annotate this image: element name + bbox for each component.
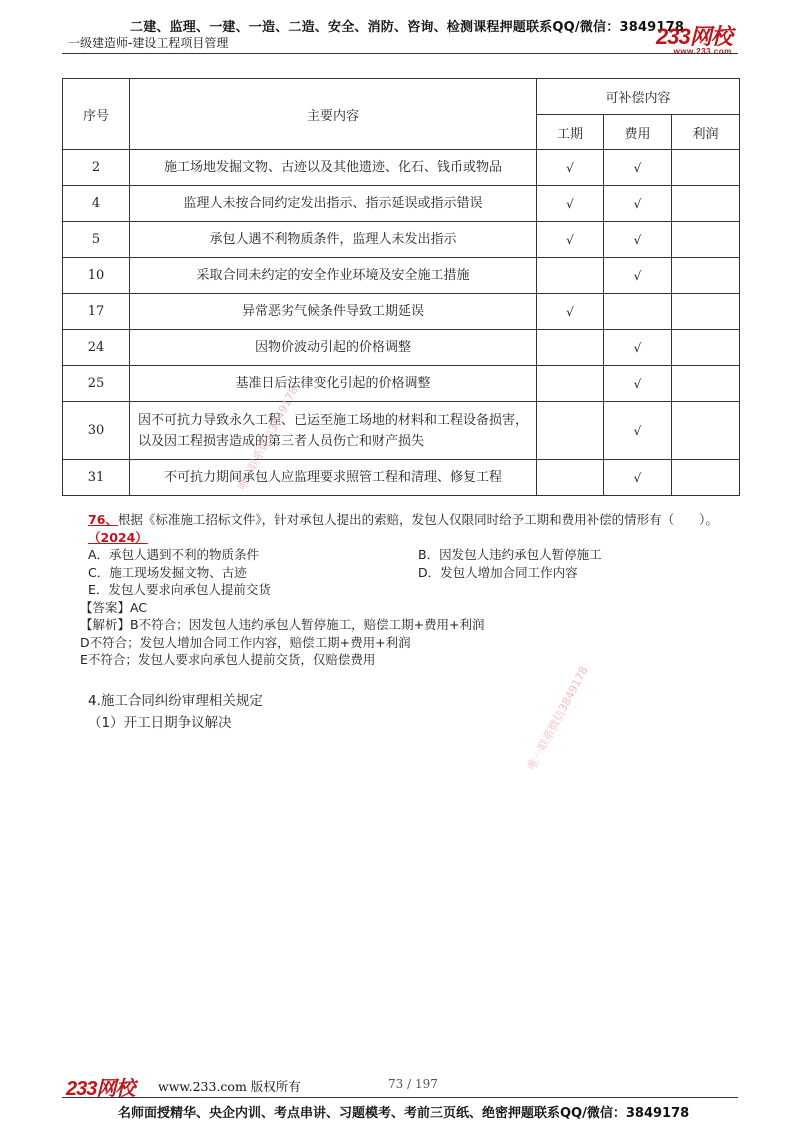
option-a: A．承包人遇到不利的物质条件 — [88, 547, 260, 562]
row-profit — [672, 186, 740, 222]
row-cost: √ — [604, 402, 672, 460]
answer-line: 【答案】AC — [80, 599, 148, 615]
row-content: 承包人遇不利物质条件，监理人未发出指示 — [130, 222, 537, 258]
row-content: 基准日后法律变化引起的价格调整 — [130, 366, 537, 402]
header-profit: 利润 — [672, 115, 740, 150]
row-content: 异常恶劣气候条件导致工期延误 — [130, 294, 537, 330]
brand-logo: 233网校 www.233.com — [656, 24, 732, 56]
header-compensation: 可补偿内容 — [537, 79, 740, 115]
question-stem — [88, 511, 738, 546]
row-no: 10 — [63, 258, 130, 294]
row-no: 5 — [63, 222, 130, 258]
watermark-text: 唯一联系微信3849178 — [525, 664, 591, 773]
row-time: √ — [537, 222, 604, 258]
row-content: 监理人未按合同约定发出指示、指示延误或指示错误 — [130, 186, 537, 222]
row-profit — [672, 402, 740, 460]
row-profit — [672, 150, 740, 186]
table-row — [63, 330, 740, 366]
table-row — [63, 402, 740, 460]
table-row — [63, 294, 740, 330]
option-b: B．因发包人违约承包人暂停施工 — [418, 547, 602, 562]
row-profit — [672, 330, 740, 366]
row-no: 4 — [63, 186, 130, 222]
option-d: D．发包人增加合同工作内容 — [418, 564, 578, 580]
question-text: 根据《标准施工招标文件》，针对承包人提出的索赔，发包人仅限同时给予工期和费用补偿的情形有（ ）。 — [117, 512, 718, 527]
row-no: 17 — [63, 294, 130, 330]
row-time: √ — [537, 186, 604, 222]
row-content: 不可抗力期间承包人应监理要求照管工程和清理、修复工程 — [130, 460, 537, 496]
header-content: 主要内容 — [130, 79, 537, 150]
row-cost: √ — [604, 460, 672, 496]
row-cost — [604, 294, 672, 330]
analysis-line-2: D不符合；发包人增加合同工作内容，赔偿工期+费用+利润 — [80, 634, 411, 650]
watermark-text: 唯一联系微信3849178 — [235, 384, 301, 493]
row-cost: √ — [604, 258, 672, 294]
header-cost: 费用 — [604, 115, 672, 150]
row-time — [537, 460, 604, 496]
header-subject: 一级建造师-建设工程项目管理 — [68, 36, 229, 50]
row-cost: √ — [604, 330, 672, 366]
footer-logo: 233网校 — [66, 1078, 135, 1100]
section-subheading: （1）开工日期争议解决 — [88, 715, 232, 731]
row-time — [537, 402, 604, 460]
question-number: 76、 — [88, 512, 118, 527]
row-no: 2 — [63, 150, 130, 186]
table-row — [63, 222, 740, 258]
option-e: E．发包人要求向承包人提前交货 — [88, 582, 271, 597]
question-year: （2024） — [88, 529, 148, 545]
row-time: √ — [537, 294, 604, 330]
row-no: 25 — [63, 366, 130, 402]
footer-contact-line: 名师面授精华、央企内训、考点串讲、习题模考、考前三页纸、绝密押题联系QQ/微信：3849178 — [118, 1106, 690, 1121]
footer-divider — [62, 1097, 738, 1098]
header-time: 工期 — [537, 115, 604, 150]
table-row — [63, 186, 740, 222]
row-time — [537, 366, 604, 402]
table-row — [63, 150, 740, 186]
row-profit — [672, 294, 740, 330]
table-row — [63, 258, 740, 294]
analysis-line-3: E不符合；发包人要求向承包人提前交货，仅赔偿费用 — [80, 652, 376, 667]
row-content: 施工场地发掘文物、古迹以及其他遗迹、化石、钱币或物品 — [130, 150, 537, 186]
header-no: 序号 — [63, 79, 130, 150]
question-options — [88, 546, 738, 599]
row-cost: √ — [604, 366, 672, 402]
row-time — [537, 330, 604, 366]
footer-site: www.233.com 版权所有 — [158, 1079, 301, 1094]
table-row — [63, 366, 740, 402]
row-profit — [672, 460, 740, 496]
row-cost: √ — [604, 222, 672, 258]
row-cost: √ — [604, 150, 672, 186]
row-time — [537, 258, 604, 294]
header-contact-line: 二建、监理、一建、一造、二造、安全、消防、咨询、检测课程押题联系QQ/微信：3849178 — [130, 20, 685, 35]
row-content: 采取合同未约定的安全作业环境及安全施工措施 — [130, 258, 537, 294]
page-number: 73 / 197 — [388, 1077, 438, 1091]
compensation-table — [62, 78, 740, 496]
header-divider — [62, 53, 738, 54]
row-no: 30 — [63, 402, 130, 460]
question-76 — [80, 511, 738, 669]
row-no: 31 — [63, 460, 130, 496]
row-cost: √ — [604, 186, 672, 222]
row-profit — [672, 366, 740, 402]
row-no: 24 — [63, 330, 130, 366]
table-row — [63, 460, 740, 496]
row-profit — [672, 222, 740, 258]
analysis-line-1: 【解析】B不符合；因发包人违约承包人暂停施工，赔偿工期+费用+利润 — [80, 617, 485, 632]
option-c: C．施工现场发掘文物、古迹 — [88, 564, 247, 580]
row-content: 因不可抗力导致永久工程、已运至施工场地的材料和工程设备损害，以及因工程损害造成的第三者人员伤亡和财产损失 — [130, 402, 537, 460]
row-time: √ — [537, 150, 604, 186]
row-content: 因物价波动引起的价格调整 — [130, 330, 537, 366]
row-profit — [672, 258, 740, 294]
section-heading: 4.施工合同纠纷审理相关规定 — [88, 693, 263, 709]
